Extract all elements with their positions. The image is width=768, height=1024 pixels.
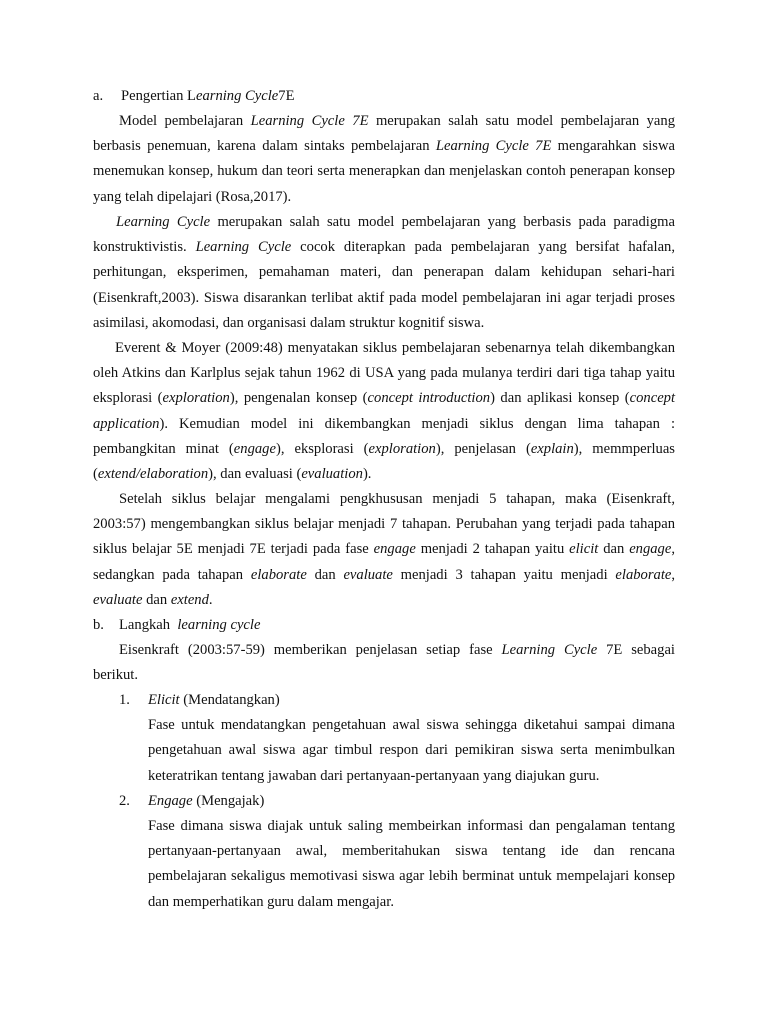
italic-term: engage: [629, 541, 672, 558]
text-run: ).: [362, 466, 372, 483]
section-a-title-suffix: 7E: [278, 88, 295, 104]
list-item-body: Fase untuk mendatangkan pengetahuan awal siswa sehingga diketahui sampai dimana pengetahuan awal siswa agar timbul respon dari pemikiran siswa serta menimbulkan keteratrikan tentang jawaban dari pertanyaan-pertanyaan yang diajukan guru.: [148, 717, 675, 784]
section-b-title-italic: learning cycle: [177, 617, 261, 633]
text-run: , sedangkan pada tahapan: [93, 541, 675, 583]
italic-term: Learning Cycle 7E: [435, 138, 552, 155]
section-a-title-italic: earning Cycle: [195, 88, 279, 104]
list-item: [93, 789, 675, 915]
text-run: Model pembelajaran: [119, 113, 251, 129]
italic-term: Learning Cycle: [195, 239, 292, 256]
italic-term: concept introduction: [367, 390, 491, 407]
italic-term: elaborate: [615, 566, 672, 583]
italic-term: elaborate: [250, 566, 307, 583]
section-a: [93, 84, 675, 109]
section-a-marker: a.: [93, 88, 104, 104]
text-run: merupakan salah satu model pembelajaran yang berbasis penemuan, karena dalam sintaks pembelajaran: [93, 113, 676, 155]
italic-term: exploration: [162, 390, 230, 407]
text-run: ), dan evaluasi (: [208, 466, 302, 483]
text-run: Eisenkraft (2003:57-59) memberikan penjelasan setiap fase: [119, 642, 502, 658]
text-run: (Mendatangkan): [179, 692, 280, 708]
paragraph-3: [93, 336, 675, 487]
section-b-heading: [93, 613, 675, 638]
italic-term: extend/elaboration: [97, 466, 209, 483]
text-run: (Mengajak): [192, 792, 265, 809]
section-b-marker: b.: [93, 617, 104, 633]
italic-term: Learning Cycle: [116, 214, 211, 230]
italic-term: concept application: [93, 390, 676, 432]
italic-term: extend: [170, 591, 209, 608]
text-run: ), memmperluas (: [93, 440, 675, 483]
italic-term: Learning Cycle: [501, 642, 598, 658]
list-item-body: Fase dimana siswa diajak untuk saling membeirkan informasi dan pengalaman tentang pertanyaan-pertanyaan awal, memberitahukan siswa tentang ide dan rencana pembelajaran sekaligus memotivasi siswa agar lebih berminat untuk mempelajari konsep dan memperhatikan guru dalam mengajar.: [148, 818, 675, 910]
text-run: ). Kemudian model ini dikembangkan menjadi siklus dengan lima tahapan : pembangkitan minat (: [93, 415, 675, 457]
text-run: merupakan salah satu model pembelajaran yang berbasis pada paradigma konstruktivistis.: [93, 214, 675, 256]
italic-term: explain: [530, 440, 574, 457]
paragraph-2: [93, 210, 675, 336]
step-list: [93, 688, 675, 915]
italic-term: engage: [373, 541, 416, 558]
text-run: ) dan aplikasi konsep (: [490, 390, 630, 407]
italic-term: exploration: [368, 440, 436, 457]
italic-term: evaluation: [301, 466, 363, 483]
text-run: menjadi 3 tahapan yaitu menjadi: [392, 566, 616, 583]
text-run: 7E sebagai berikut.: [93, 642, 675, 684]
italic-term: engage: [233, 440, 276, 457]
list-item-number: 2.: [119, 792, 130, 809]
text-run: Everent & Moyer (2009:48) menyatakan siklus pembelajaran sebenarnya telah dikembangkan oleh Atkins dan Karlplus sejak tahun 1962 di USA yang pada mulanya terdiri dari tiga tahap yaitu eksplorasi (: [93, 340, 675, 407]
paragraph-4: [93, 487, 675, 613]
italic-term: evaluate: [93, 591, 143, 608]
list-item: [93, 688, 675, 789]
list-item-number: 1.: [119, 692, 130, 708]
paragraph-5: [93, 638, 675, 688]
text-run: ), pengenalan konsep (: [229, 390, 368, 407]
paragraph-3-text: [93, 336, 675, 487]
text-run: cocok diterapkan pada pembelajaran yang bersifat hafalan, perhitungan, eksperimen, pemahaman materi, dan penerapan dalam kehidupan sehari-hari (Eisenkraft,2003). Siswa disarankan terlibat aktif pada model pembelajaran ini agar terjadi proses asimilasi, akomodasi, dan organisasi dalam struktur kognitif siswa.: [93, 239, 675, 331]
section-a-heading: [93, 84, 675, 109]
paragraph-1-text: [93, 109, 675, 210]
italic-term: elicit: [569, 541, 599, 558]
text-run: ,: [671, 566, 676, 583]
text-run: dan: [598, 541, 630, 558]
text-run: mengarahkan siswa menemukan konsep, hukum dan teori serta menerapkan dan menjelaskan contoh penerapan konsep yang telah dipelajari (Rosa,2017).: [93, 138, 676, 205]
section-a-title-plain: Pengertian L: [121, 88, 196, 104]
paragraph-5-text: [93, 638, 675, 688]
text-run: dan: [306, 566, 344, 583]
text-run: ), eksplorasi (: [275, 440, 369, 457]
paragraph-1: [93, 109, 675, 210]
list-item-title: [148, 688, 675, 713]
section-b-title-plain: Langkah: [119, 617, 178, 633]
italic-term: Elicit: [148, 692, 180, 708]
paragraph-2-text: [93, 210, 675, 336]
italic-term: evaluate: [343, 566, 393, 583]
text-run: dan: [142, 591, 171, 608]
section-b: [93, 613, 675, 638]
list-item-title: [148, 789, 675, 814]
text-run: menjadi 2 tahapan yaitu: [415, 541, 570, 558]
italic-term: Engage: [148, 792, 193, 809]
italic-term: Learning Cycle 7E: [250, 113, 369, 129]
paragraph-4-text: [93, 487, 675, 613]
text-run: ), penjelasan (: [435, 440, 531, 457]
text-run: .: [208, 591, 213, 608]
text-run: Setelah siklus belajar mengalami pengkhususan menjadi 5 tahapan, maka (Eisenkraft, 2003:57) mengembangkan siklus belajar menjadi 7 tahapan. Perubahan yang terjadi pada tahapan siklus belajar 5E menjadi 7E terjadi pada fase: [93, 491, 675, 558]
